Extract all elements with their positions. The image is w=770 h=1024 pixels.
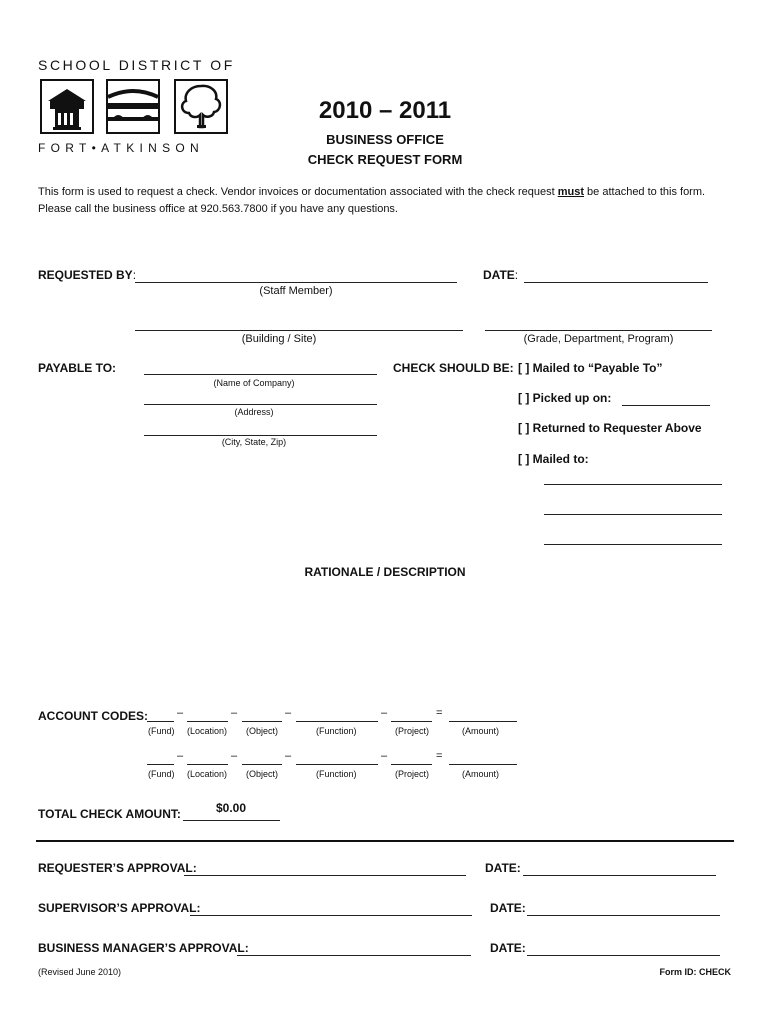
requester-date-label: DATE: xyxy=(485,861,521,875)
company-name-caption: (Name of Company) xyxy=(213,378,295,388)
supervisor-date-field[interactable] xyxy=(527,901,720,916)
requester-date-field[interactable] xyxy=(523,861,716,876)
separator-dash: – xyxy=(285,707,292,719)
request-date-label: DATE: xyxy=(483,268,519,282)
city-state-zip-field[interactable] xyxy=(144,421,377,436)
staff-member-field[interactable] xyxy=(135,268,457,283)
object-caption: (Object) xyxy=(246,769,279,779)
mailed-payable-option[interactable] xyxy=(518,361,662,375)
project-field-2[interactable] xyxy=(391,750,432,765)
rationale-text-area[interactable] xyxy=(38,585,733,695)
separator-dash: – xyxy=(381,750,388,762)
amount-caption: (Amount) xyxy=(462,726,500,736)
payable-to-label: PAYABLE TO: xyxy=(38,361,117,375)
school-year-title: 2010 – 2011 xyxy=(318,97,452,124)
mailed-to-line-2[interactable] xyxy=(544,500,722,515)
form-id: Form ID: CHECK xyxy=(659,967,731,977)
mailed-payable-text: Mailed to “Payable To” xyxy=(532,361,663,375)
address-field[interactable] xyxy=(144,390,377,405)
building-site-field[interactable] xyxy=(135,316,463,331)
address-caption: (Address) xyxy=(234,407,274,417)
amount-field-2[interactable] xyxy=(449,750,517,765)
object-field-1[interactable] xyxy=(242,707,282,722)
separator-dash: – xyxy=(381,707,388,719)
supervisor-approval-label: SUPERVISOR’S APPROVAL: xyxy=(38,901,201,915)
project-caption: (Project) xyxy=(395,769,430,779)
company-name-field[interactable] xyxy=(144,360,377,375)
equals-sign: = xyxy=(436,750,443,762)
intro-paragraph xyxy=(38,184,738,218)
fund-caption: (Fund) xyxy=(148,769,175,779)
equals-sign: = xyxy=(436,707,443,719)
city-state-zip-caption: (City, State, Zip) xyxy=(221,437,287,447)
location-caption: (Location) xyxy=(187,726,228,736)
separator-dash: – xyxy=(231,750,238,762)
mailed-payable-checkbox[interactable]: [ ] xyxy=(518,361,530,375)
grade-department-caption: (Grade, Department, Program) xyxy=(523,333,674,345)
amount-field-1[interactable] xyxy=(449,707,517,722)
amount-caption: (Amount) xyxy=(462,769,500,779)
district-logo-title: SCHOOL DISTRICT OF xyxy=(38,57,235,73)
fund-field-2[interactable] xyxy=(147,750,174,765)
pickup-date-field[interactable] xyxy=(622,391,710,406)
building-site-caption: (Building / Site) xyxy=(241,333,317,345)
picked-up-checkbox[interactable]: [ ] xyxy=(518,391,530,405)
function-caption: (Function) xyxy=(316,769,357,779)
separator-dash: – xyxy=(177,707,184,719)
check-should-be-label: CHECK SHOULD BE: xyxy=(393,361,514,375)
project-field-1[interactable] xyxy=(391,707,432,722)
intro-text-1: This form is used to request a check. Vendor invoices or documentation associated with the check request xyxy=(38,186,558,198)
mailed-to-checkbox[interactable]: [ ] xyxy=(518,452,530,466)
picked-up-option[interactable] xyxy=(518,391,611,405)
picked-up-text: Picked up on: xyxy=(532,391,612,405)
project-caption: (Project) xyxy=(395,726,430,736)
business-manager-date-label: DATE: xyxy=(490,941,526,955)
mailed-to-line-3[interactable] xyxy=(544,530,722,545)
supervisor-approval-field[interactable] xyxy=(190,901,472,916)
intro-emphasis: must xyxy=(557,186,584,198)
requester-approval-label: REQUESTER’S APPROVAL: xyxy=(38,861,197,875)
function-caption: (Function) xyxy=(316,726,357,736)
separator-dash: – xyxy=(177,750,184,762)
business-manager-date-field[interactable] xyxy=(527,941,720,956)
function-field-1[interactable] xyxy=(296,707,378,722)
mailed-to-line-1[interactable] xyxy=(544,470,722,485)
grade-department-field[interactable] xyxy=(485,316,712,331)
location-caption: (Location) xyxy=(187,769,228,779)
location-field-1[interactable] xyxy=(187,707,228,722)
office-heading: BUSINESS OFFICE xyxy=(326,132,444,147)
fund-caption: (Fund) xyxy=(148,726,175,736)
fund-field-1[interactable] xyxy=(147,707,174,722)
request-date-field[interactable] xyxy=(524,268,708,283)
account-codes-label: ACCOUNT CODES: xyxy=(38,709,148,723)
form-title: CHECK REQUEST FORM xyxy=(307,152,463,167)
requested-by-label: REQUESTED BY: xyxy=(38,268,137,282)
requester-approval-field[interactable] xyxy=(184,861,466,876)
intro-text-2: be attached to this form. Please call the business office at 920.563.7800 if you have any questions. xyxy=(38,186,706,215)
object-field-2[interactable] xyxy=(242,750,282,765)
returned-to-requester-option[interactable] xyxy=(518,421,702,435)
returned-text: Returned to Requester Above xyxy=(532,421,702,435)
location-field-2[interactable] xyxy=(187,750,228,765)
object-caption: (Object) xyxy=(246,726,279,736)
total-amount-value: $0.00 xyxy=(216,801,247,815)
mailed-to-option[interactable] xyxy=(518,452,589,466)
returned-checkbox[interactable]: [ ] xyxy=(518,421,530,435)
function-field-2[interactable] xyxy=(296,750,378,765)
rationale-heading: RATIONALE / DESCRIPTION xyxy=(304,565,466,579)
supervisor-date-label: DATE: xyxy=(490,901,526,915)
mailed-to-text: Mailed to: xyxy=(532,452,589,466)
business-manager-approval-field[interactable] xyxy=(237,941,471,956)
total-check-amount-label: TOTAL CHECK AMOUNT: xyxy=(38,807,181,821)
revised-date: (Revised June 2010) xyxy=(38,967,122,977)
district-logo-subtitle: FORT•ATKINSON xyxy=(38,141,204,155)
separator-dash: – xyxy=(285,750,292,762)
staff-member-caption: (Staff Member) xyxy=(259,285,333,297)
business-manager-approval-label: BUSINESS MANAGER’S APPROVAL: xyxy=(38,941,249,955)
separator-dash: – xyxy=(231,707,238,719)
section-divider xyxy=(36,840,734,842)
